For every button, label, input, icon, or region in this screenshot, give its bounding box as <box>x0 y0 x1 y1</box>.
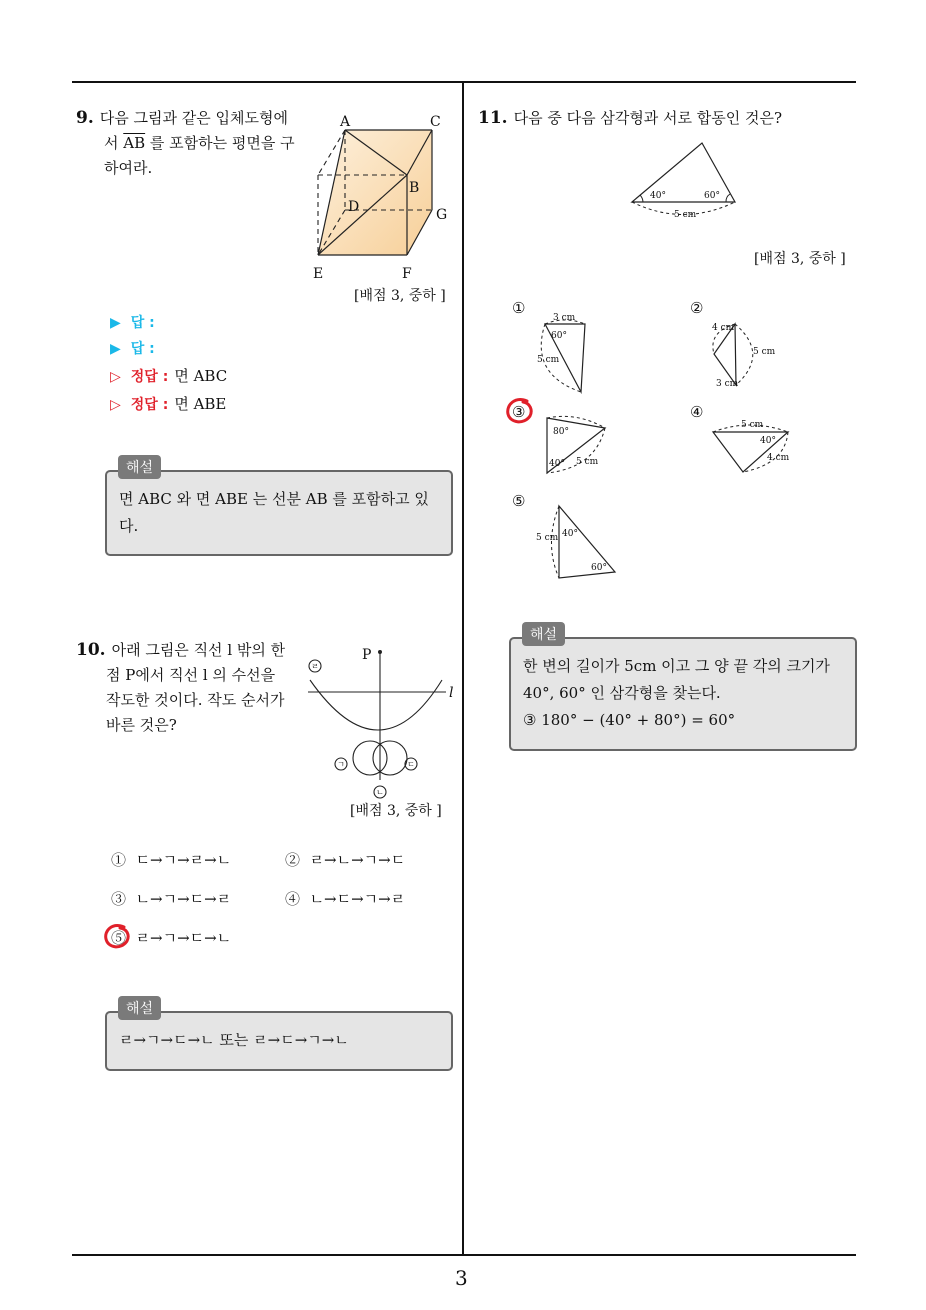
q9-number: 9. <box>76 108 94 128</box>
q11-explanation-line3: ③ 180° − (40° + 80°) = 60° <box>523 711 736 729</box>
q10-construction-figure <box>300 640 460 805</box>
correct-label: 정답 : <box>130 369 169 385</box>
q9-text-line1: 다음 그림과 같은 입체도형에 <box>99 109 288 127</box>
q10-text-line1: 아래 그림은 직선 l 밖의 한 <box>111 641 286 659</box>
q9-explanation-line2: 다. <box>119 517 139 535</box>
q11-choice-5-triangle[interactable] <box>530 500 625 585</box>
label-digeut: ㄷ <box>407 760 415 769</box>
choice-3-label-angle-top: 80° <box>553 427 569 437</box>
main-angle-right: 60° <box>704 191 720 201</box>
choice-number: ③ <box>111 890 127 908</box>
q9-explanation-tag: 해설 <box>118 455 161 479</box>
q10-text-line4: 바른 것은? <box>106 716 177 734</box>
choice-number: ① <box>111 851 127 869</box>
choice-text: ㄷ→ㄱ→ㄹ→ㄴ <box>135 851 232 869</box>
bottom-rule <box>72 1254 856 1256</box>
choice-5-label-side: 5 cm <box>536 533 559 543</box>
q11-question <box>478 106 848 131</box>
choice-2-label-left: 4 cm <box>712 323 735 333</box>
top-rule <box>72 81 856 83</box>
choice-number: ⑤ <box>111 929 127 947</box>
q11-choice-2-number[interactable]: ② <box>690 299 704 317</box>
label-l: l <box>449 685 454 701</box>
correct-value: 면 ABC <box>174 367 228 385</box>
q9-answer-row-2 <box>110 336 161 360</box>
choice-number: ② <box>285 851 301 869</box>
choice-number: ④ <box>285 890 301 908</box>
q11-explanation-tag: 해설 <box>522 622 565 646</box>
play-icon: ▶ <box>110 341 121 357</box>
q11-main-triangle <box>625 135 745 225</box>
q11-number: 11. <box>478 108 508 128</box>
choice-5-label-angle-bottom: 60° <box>591 563 607 573</box>
q10-explanation-tag: 해설 <box>118 996 161 1020</box>
segment-ab: $\overline{AB}$ <box>123 134 146 152</box>
q10-answer-circle-mark <box>102 922 132 952</box>
choice-3-label-side: 5 cm <box>576 457 599 467</box>
q10-choice-1[interactable] <box>111 848 231 872</box>
label-giyeok: ㄱ <box>337 760 345 769</box>
q11-explanation-box <box>509 637 857 751</box>
q11-choice-5-number[interactable]: ⑤ <box>512 492 526 510</box>
q9-text-line2-pre: 서 <box>104 134 124 152</box>
choice-4-label-angle: 40° <box>760 436 776 446</box>
q10-score: [배점 3, 중하 ] <box>350 803 442 819</box>
q9-correct-answer-2 <box>110 392 226 416</box>
choice-text: ㄴ→ㄱ→ㄷ→ㄹ <box>135 890 232 908</box>
play-icon: ▶ <box>110 315 121 331</box>
choice-text: ㄹ→ㄱ→ㄷ→ㄴ <box>135 929 232 947</box>
q10-choice-2[interactable] <box>285 848 405 872</box>
choice-3-label-angle-bottom: 40° <box>549 459 565 469</box>
q10-number: 10. <box>76 640 106 660</box>
q11-explanation-line1: 한 변의 길이가 5cm 이고 그 양 끝 각의 크기가 <box>523 657 830 675</box>
choice-2-label-bottom: 3 cm <box>716 379 739 389</box>
q11-score: [배점 3, 중하 ] <box>754 251 846 267</box>
q11-choice-2-triangle[interactable] <box>700 310 780 400</box>
q10-choice-4[interactable] <box>285 887 405 911</box>
q10-explanation-box <box>105 1011 453 1071</box>
label-B: B <box>409 180 420 196</box>
choice-5-label-angle-top: 40° <box>562 529 578 539</box>
label-rieul: ㄹ <box>311 662 319 671</box>
label-G: G <box>436 207 448 223</box>
label-A: A <box>340 114 351 130</box>
label-F: F <box>402 266 412 282</box>
play-outline-icon: ▷ <box>110 369 121 385</box>
choice-text: ㄹ→ㄴ→ㄱ→ㄷ <box>309 851 406 869</box>
answer-label: 답 : <box>130 315 155 331</box>
q9-text-line3: 하여라. <box>104 159 153 177</box>
q9-explanation-line1: 면 ABC 와 면 ABE 는 선분 AB 를 포함하고 있 <box>119 490 429 508</box>
q11-choice-3-triangle[interactable] <box>525 410 615 480</box>
choice-4-label-top: 5 cm <box>741 420 764 430</box>
choice-text: ㄴ→ㄷ→ㄱ→ㄹ <box>309 890 406 908</box>
label-E: E <box>313 266 324 282</box>
choice-4-label-side: 4 cm <box>767 453 790 463</box>
label-C: C <box>430 114 441 130</box>
q10-question <box>76 638 296 738</box>
main-side-length: 5 cm <box>674 210 697 220</box>
q9-score: [배점 3, 중하 ] <box>354 288 446 304</box>
correct-value: 면 ABE <box>174 395 227 413</box>
main-angle-left: 40° <box>650 191 666 201</box>
choice-1-label-side: 5 cm <box>537 355 560 365</box>
q9-explanation-box <box>105 470 453 556</box>
correct-label: 정답 : <box>130 397 169 413</box>
q9-question <box>76 106 306 181</box>
q11-explanation-line2: 40°, 60° 인 삼각형을 찾는다. <box>523 684 721 702</box>
q9-answer-row-1 <box>110 310 161 334</box>
choice-1-label-top: 3 cm <box>553 313 576 323</box>
q11-choice-4-number[interactable]: ④ <box>690 403 704 421</box>
play-outline-icon: ▷ <box>110 397 121 413</box>
q9-text-line2-post: 를 포함하는 평면을 구 <box>145 134 295 152</box>
choice-2-label-right: 5 cm <box>753 347 776 357</box>
q9-correct-answer-1 <box>110 364 227 388</box>
label-D: D <box>348 199 360 215</box>
q11-choice-4-triangle[interactable] <box>705 412 795 477</box>
q11-text: 다음 중 다음 삼각형과 서로 합동인 것은? <box>513 109 783 127</box>
page-number: 3 <box>455 1266 468 1290</box>
label-nieun: ㄴ <box>376 788 384 797</box>
choice-1-label-angle: 60° <box>551 331 567 341</box>
q10-choice-3[interactable] <box>111 887 231 911</box>
q10-explanation-text: ㄹ→ㄱ→ㄷ→ㄴ 또는 ㄹ→ㄷ→ㄱ→ㄴ <box>119 1031 349 1049</box>
q11-choice-3-number[interactable]: ③ <box>512 403 526 421</box>
q9-prism-figure <box>305 108 465 288</box>
q11-choice-1-number[interactable]: ① <box>512 299 526 317</box>
label-P: P <box>362 647 372 663</box>
answer-label: 답 : <box>130 341 155 357</box>
q10-text-line3: 작도한 것이다. 작도 순서가 <box>106 691 285 709</box>
q10-text-line2: 점 P에서 직선 l 의 수선을 <box>106 666 276 684</box>
q11-choice-1-triangle[interactable] <box>525 310 605 400</box>
